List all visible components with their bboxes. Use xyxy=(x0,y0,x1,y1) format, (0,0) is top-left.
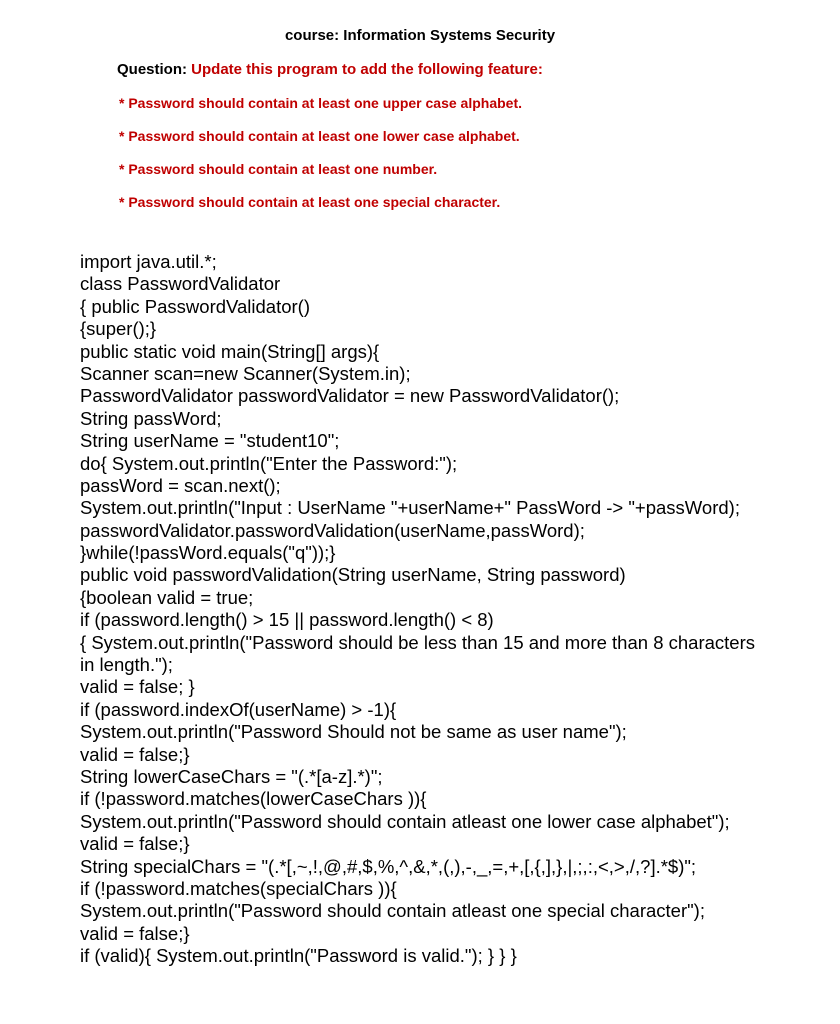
code-line: {boolean valid = true; xyxy=(80,586,254,608)
code-line: do{ System.out.println("Enter the Password:"); xyxy=(80,452,458,474)
code-line: {super();} xyxy=(80,318,157,340)
code-line: if (!password.matches(specialChars )){ xyxy=(80,877,397,899)
code-line: class PasswordValidator xyxy=(80,273,281,295)
code-line: public void passwordValidation(String userName, String password) xyxy=(80,564,626,586)
code-line: valid = false;} xyxy=(80,833,190,855)
code-line: System.out.println("Password Should not be same as user name"); xyxy=(80,721,627,743)
code-line: valid = false;} xyxy=(80,922,190,944)
code-line: if (valid){ System.out.println("Password is valid."); } } } xyxy=(80,945,517,967)
code-line: in length."); xyxy=(80,654,173,676)
code-line: String passWord; xyxy=(80,407,222,429)
code-line: PasswordValidator passwordValidator = new PasswordValidator(); xyxy=(80,385,620,407)
code-line: }while(!passWord.equals("q"));} xyxy=(80,542,336,564)
question-text: Update this program to add the following feature: xyxy=(191,61,543,78)
code-line: passWord = scan.next(); xyxy=(80,474,281,496)
code-line: System.out.println("Password should contain atleast one lower case alphabet"); xyxy=(80,810,730,832)
requirement-lowercase: * Password should contain at least one lower case alphabet. xyxy=(119,128,520,144)
requirement-number: * Password should contain at least one number. xyxy=(119,161,438,177)
code-line: public static void main(String[] args){ xyxy=(80,340,380,362)
code-line: System.out.println("Password should contain atleast one special character"); xyxy=(80,900,705,922)
question-label: Question: xyxy=(117,61,187,78)
code-line: valid = false; } xyxy=(80,676,195,698)
code-line: System.out.println("Input : UserName "+userName+" PassWord -> "+passWord); xyxy=(80,497,740,519)
code-line: String lowerCaseChars = "(.*[a-z].*)"; xyxy=(80,765,383,787)
code-line: { System.out.println("Password should be less than 15 and more than 8 characters xyxy=(80,631,755,653)
code-line: Scanner scan=new Scanner(System.in); xyxy=(80,362,411,384)
code-line: String specialChars = "(.*[,~,!,@,#,$,%,^,&,*,(,),-,_,=,+,[,{,],},|,;,:,<,>,/,?].*$)"; xyxy=(80,855,697,877)
code-line: if (!password.matches(lowerCaseChars )){ xyxy=(80,788,427,810)
code-block xyxy=(80,251,820,968)
code-line: passwordValidator.passwordValidation(userName,passWord); xyxy=(80,519,585,541)
code-line: { public PasswordValidator() xyxy=(80,295,310,317)
question-heading xyxy=(117,60,543,80)
requirements-list xyxy=(119,93,522,225)
code-line: if (password.indexOf(userName) > -1){ xyxy=(80,698,397,720)
requirement-special-character: * Password should contain at least one special character. xyxy=(119,194,501,210)
code-line: valid = false;} xyxy=(80,743,190,765)
requirement-uppercase: * Password should contain at least one upper case alphabet. xyxy=(119,95,522,111)
code-line: if (password.length() > 15 || password.length() < 8) xyxy=(80,609,494,631)
code-line: String userName = "student10"; xyxy=(80,430,340,452)
code-line: import java.util.*; xyxy=(80,251,217,272)
course-title: course: Information Systems Security xyxy=(284,27,556,44)
